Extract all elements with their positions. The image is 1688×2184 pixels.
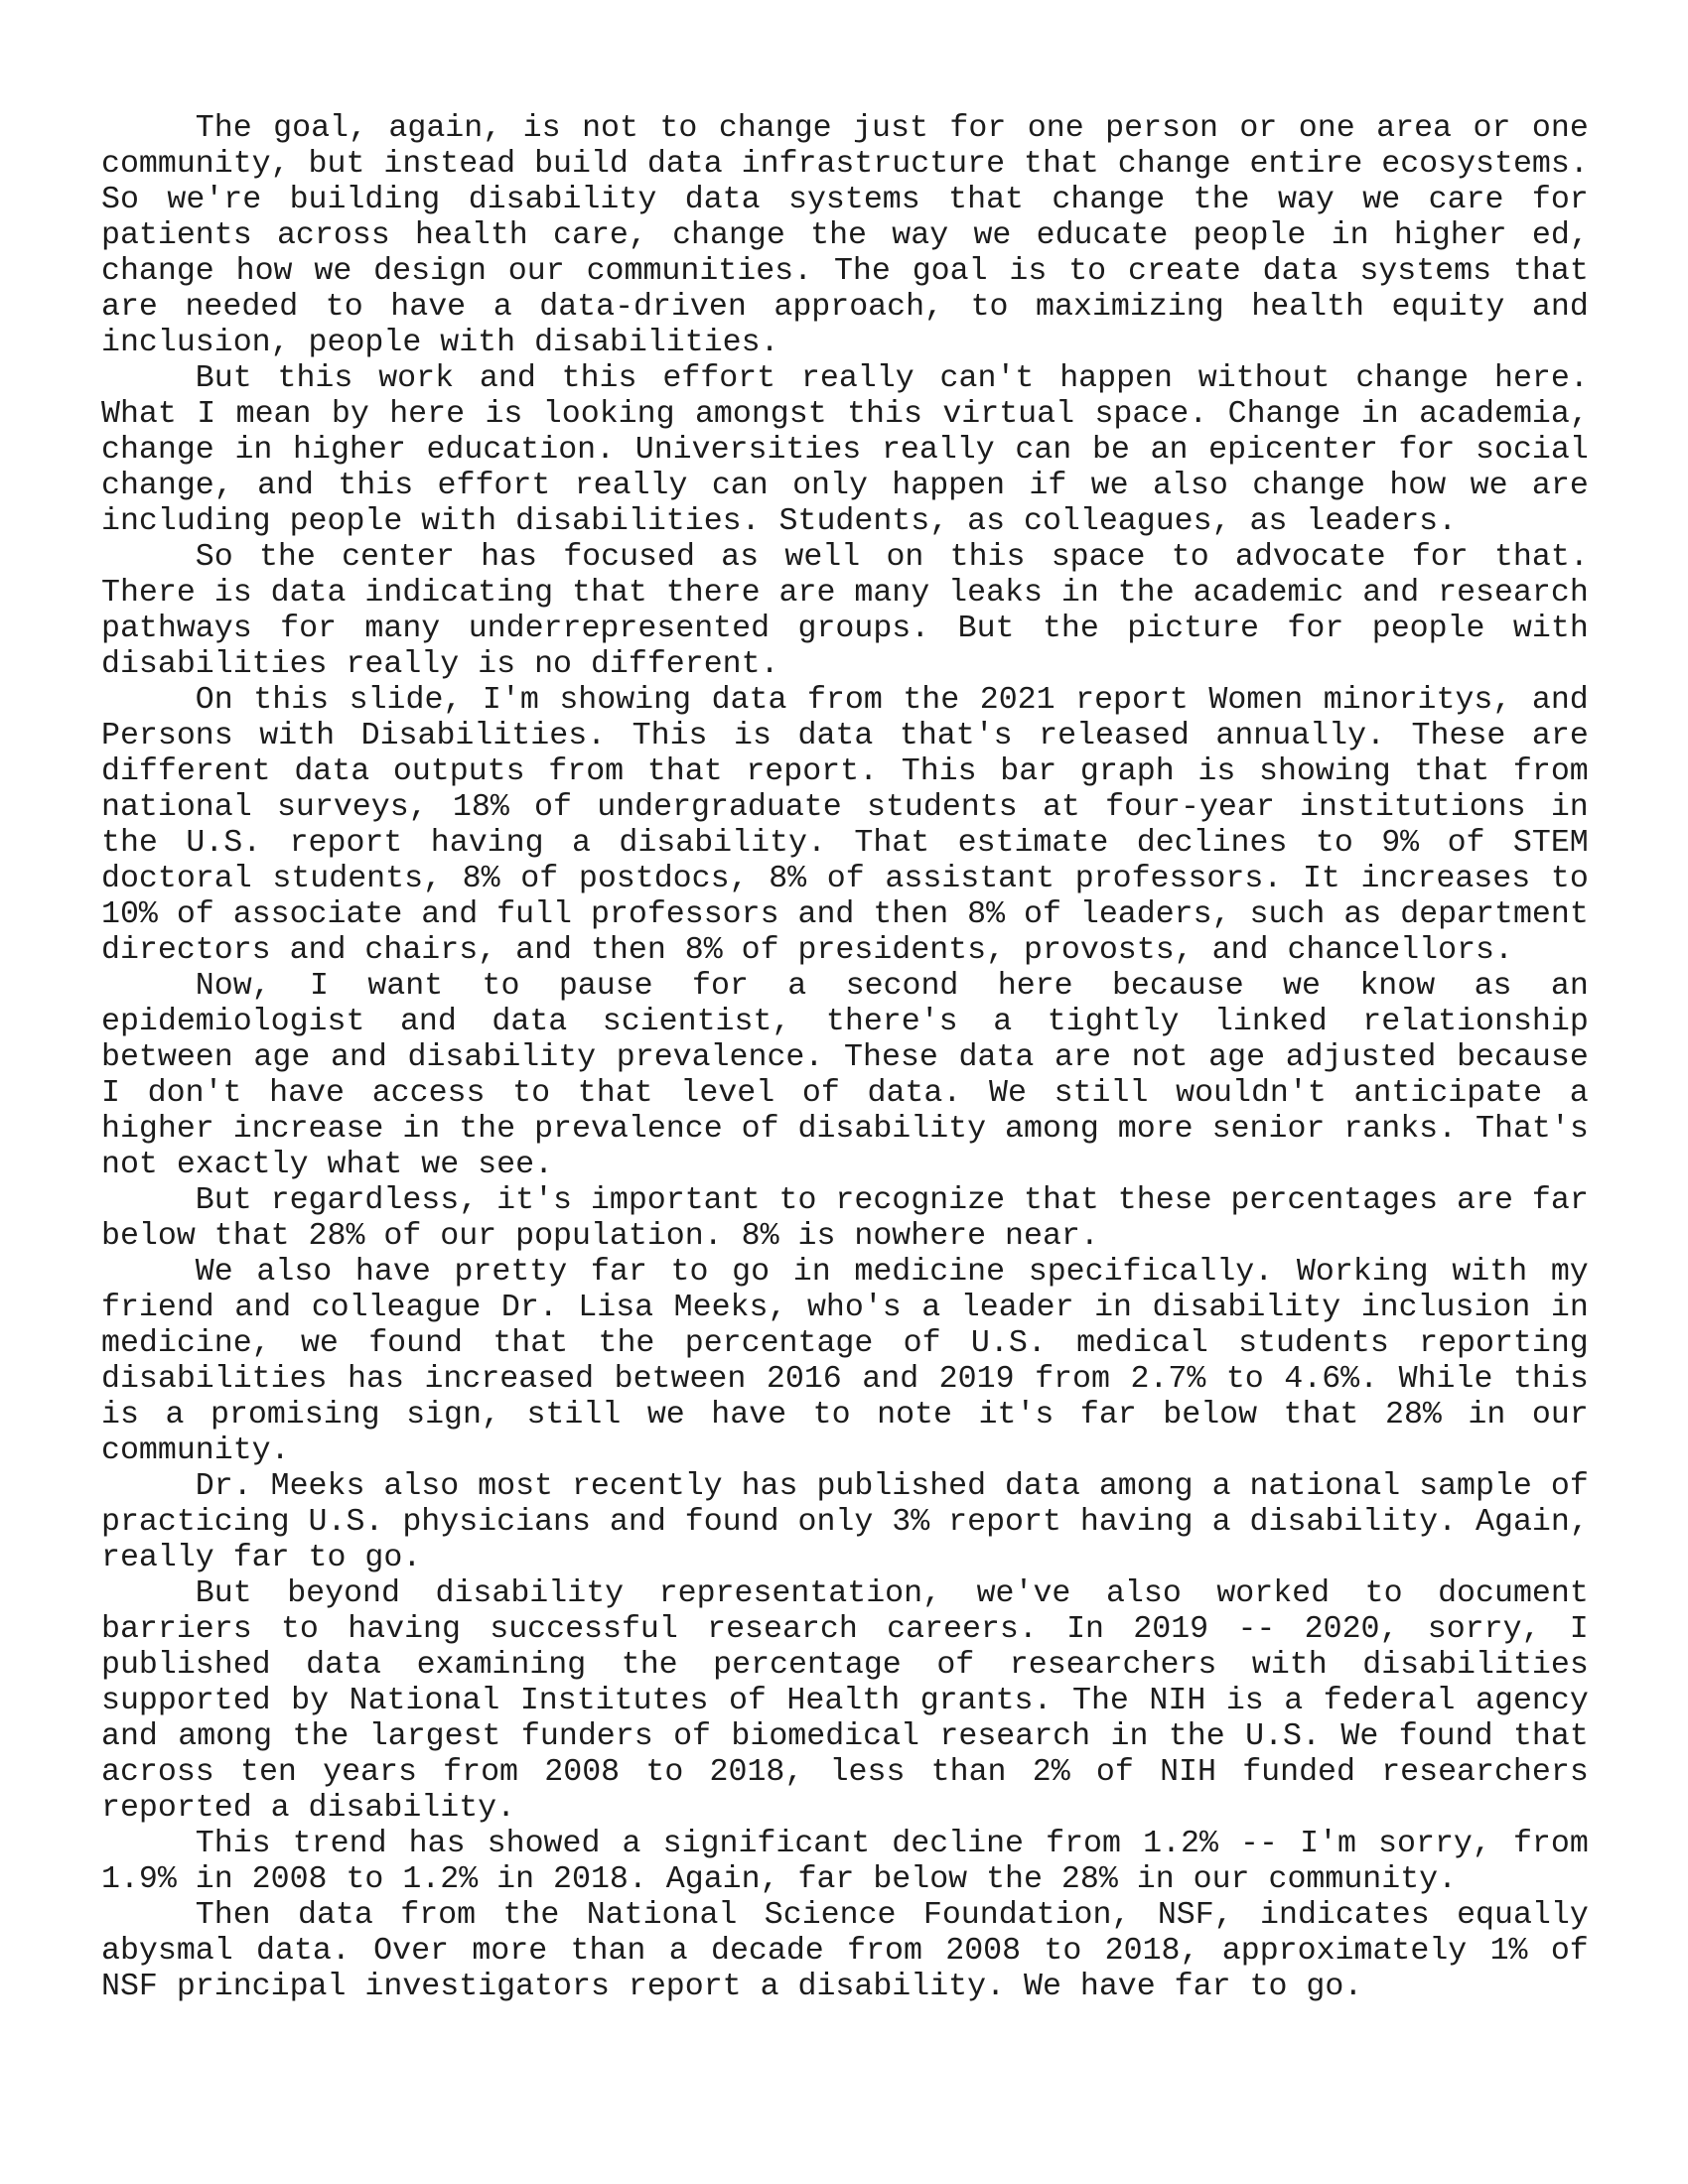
transcript-paragraph: Now, I want to pause for a second here because we know as an epidemiologist and data scientist, there's a tightly linked relationship between age and disability prevalence. These data are not age adjusted because I don't have access to that level of data. We still wouldn't anticipate a higher increase in the prevalence of disability among more senior ranks. That's not exactly what we see. bbox=[101, 969, 1589, 1182]
transcript-paragraph: But regardless, it's important to recognize that these percentages are far below that 28% of our population. 8% is nowhere near. bbox=[101, 1183, 1589, 1254]
transcript-paragraph: Dr. Meeks also most recently has published data among a national sample of practicing U.S. physicians and found only 3% report having a disability. Again, really far to go. bbox=[101, 1469, 1589, 1575]
transcript-paragraph: But this work and this effort really can't happen without change here. What I mean by here is looking amongst this virtual space. Change in academia, change in higher education. Universities really can be an epicenter for social change, and this effort really can only happen if we also change how we are including people with disabilities. Students, as colleagues, as leaders. bbox=[101, 361, 1589, 539]
transcript-paragraph: Then data from the National Science Foundation, NSF, indicates equally abysmal data. Over more than a decade from 2008 to 2018, approximately 1% of NSF principal investigators report a disability. We have far to go. bbox=[101, 1898, 1589, 2004]
transcript-paragraph: But beyond disability representation, we've also worked to document barriers to having successful research careers. In 2019 -- 2020, sorry, I published data examining the percentage of researchers with disabilities supported by National Institutes of Health grants. The NIH is a federal agency and among the largest funders of biomedical research in the U.S. We found that across ten years from 2008 to 2018, less than 2% of NIH funded researchers reported a disability. bbox=[101, 1576, 1589, 1826]
transcript-paragraph: On this slide, I'm showing data from the 2021 report Women minoritys, and Persons with Disabilities. This is data that's released annually. These are different data outputs from that report. This bar graph is showing that from national surveys, 18% of undergraduate students at four-year institutions in the U.S. report having a disability. That estimate declines to 9% of STEM doctoral students, 8% of postdocs, 8% of assistant professors. It increases to 10% of associate and full professors and then 8% of leaders, such as department directors and chairs, and then 8% of presidents, provosts, and chancellors. bbox=[101, 683, 1589, 968]
transcript-paragraph: The goal, again, is not to change just for one person or one area or one community, but instead build data infrastructure that change entire ecosystems. So we're building disability data systems that change the way we care for patients across health care, change the way we educate people in higher ed, change how we design our communities. The goal is to create data systems that are needed to have a data-driven approach, to maximizing health equity and inclusion, people with disabilities. bbox=[101, 111, 1589, 360]
transcript-paragraph: This trend has showed a significant decline from 1.2% -- I'm sorry, from 1.9% in 2008 to 1.2% in 2018. Again, far below the 28% in our community. bbox=[101, 1827, 1589, 1897]
transcript-paragraph: So the center has focused as well on this space to advocate for that. There is data indicating that there are many leaks in the academic and research pathways for many underrepresented groups. But the picture for people with disabilities really is no different. bbox=[101, 540, 1589, 682]
transcript-paragraph: We also have pretty far to go in medicine specifically. Working with my friend and colleague Dr. Lisa Meeks, who's a leader in disability inclusion in medicine, we found that the percentage of U.S. medical students reporting disabilities has increased between 2016 and 2019 from 2.7% to 4.6%. While this is a promising sign, still we have to note it's far below that 28% in our community. bbox=[101, 1255, 1589, 1468]
